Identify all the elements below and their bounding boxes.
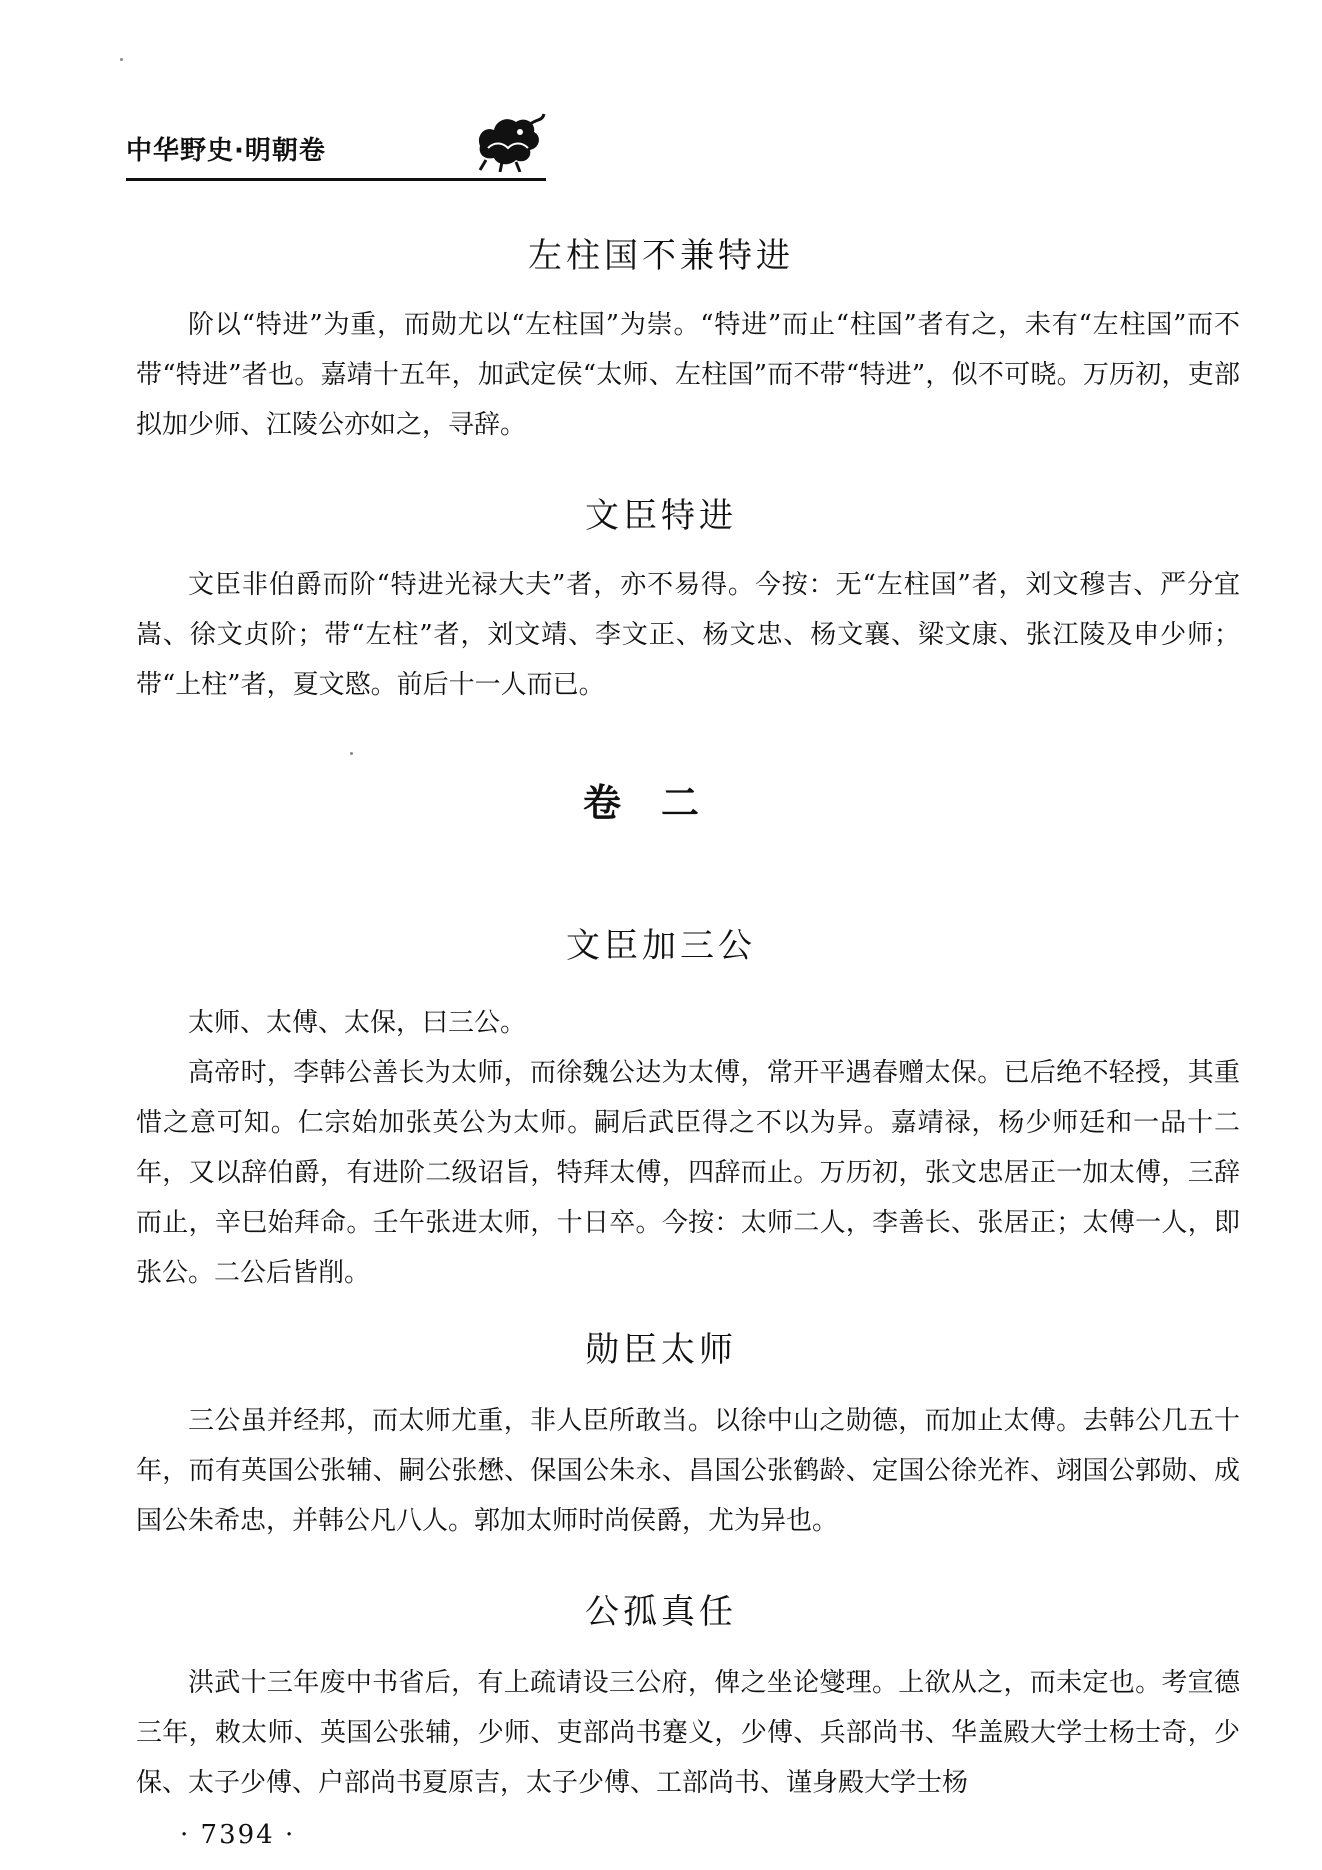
paragraph: 洪武十三年废中书省后，有上疏请设三公府，俾之坐论燮理。上欲从之，而未定也。考宣德三年，敕太师、英国公张辅，少师、吏部尚书蹇义，少傅、兵部尚书、华盖殿大学士杨士奇，少保、太子少傅、户部尚书夏原吉，太子少傅、工部尚书、谨身殿大学士杨 — [136, 1668, 1240, 1798]
paragraph: 太师、太傅、太保，曰三公。 — [188, 1008, 527, 1038]
paragraph: 文臣非伯爵而阶“特进光禄大夫”者，亦不易得。今按：无“左柱国”者，刘文穆吉、严分宜嵩、徐文贞阶；带“左柱”者，刘文靖、李文正、杨文忠、杨文襄、梁文康、张江陵及申少师；带“上柱”者，夏文愍。前后十一人而已。 — [136, 570, 1240, 700]
dragon-emblem-icon — [466, 108, 546, 172]
book-title: 中华野史·明朝卷 — [126, 136, 326, 166]
paragraph: 阶以“特进”为重，而勋尤以“左柱国”为崇。“特进”而止“柱国”者有之，未有“左柱国”而不带“特进”者也。嘉靖十五年，加武定侯“太师、左柱国”而不带“特进”，似不可晓。万历初，吏部拟加少师、江陵公亦如之，寻辞。 — [136, 310, 1240, 440]
section-title: 左柱国不兼特进 — [528, 236, 794, 276]
section-title: 文臣特进 — [585, 496, 737, 536]
paragraph: 三公虽并经邦，而太师尤重，非人臣所敢当。以徐中山之勋德，而加止太傅。去韩公几五十年，而有英国公张辅、嗣公张懋、保国公朱永、昌国公张鹤龄、定国公徐光祚、翊国公郭勋、成国公朱希忠，并韩公凡八人。郭加太师时尚侯爵，尤为异也。 — [136, 1406, 1240, 1536]
scan-speck — [350, 752, 353, 755]
header-rule — [126, 178, 546, 181]
scan-speck — [120, 58, 123, 61]
section-title: 公孤真任 — [585, 1592, 737, 1632]
paragraph: 高帝时，李韩公善长为太师，而徐魏公达为太傅，常开平遇春赠太保。已后绝不轻授，其重惜之意可知。仁宗始加张英公为太师。嗣后武臣得之不以为异。嘉靖禄，杨少师廷和一品十二年，又以辞伯爵，有进阶二级诏旨，特拜太傅，四辞而止。万历初，张文忠居正一加太傅，三辞而止，辛巳始拜命。壬午张进太师，十日卒。今按：太师二人，李善长、张居正；太傅一人，即张公。二公后皆削。 — [136, 1058, 1240, 1288]
section-title: 勋臣太师 — [585, 1330, 737, 1370]
page-number: · 7394 · — [180, 1820, 296, 1850]
running-header — [126, 108, 546, 182]
volume-title: 卷二 — [582, 781, 739, 825]
section-title: 文臣加三公 — [566, 926, 756, 966]
